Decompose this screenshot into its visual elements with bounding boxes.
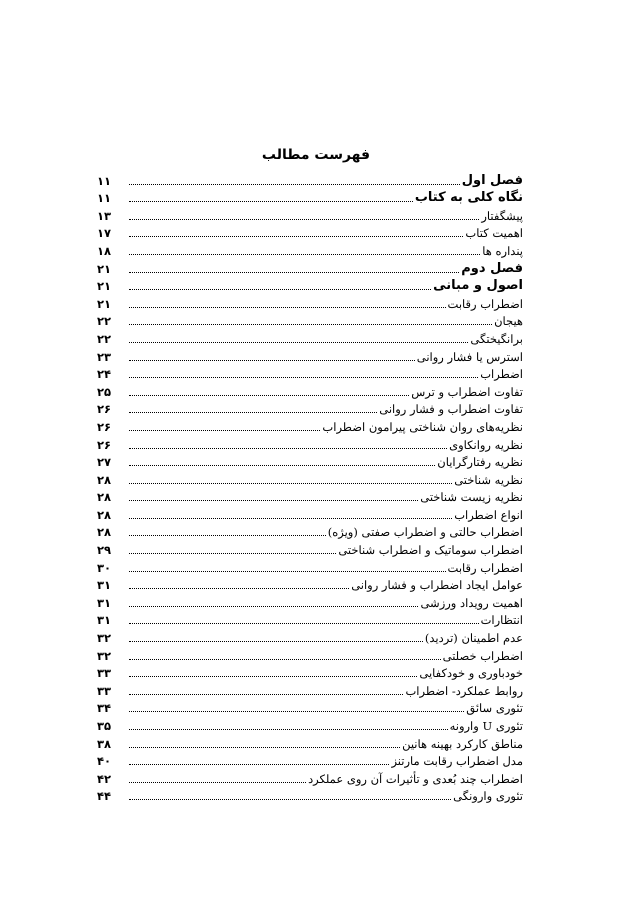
toc-entry-page: ۱۳ <box>97 208 112 223</box>
toc-entry <box>97 399 523 417</box>
dot-leader <box>129 201 413 202</box>
toc-entry-label: اضطراب <box>480 367 523 382</box>
toc-entry-page: ۲۵ <box>97 384 112 399</box>
toc-entry-label: تئوری وارونگی <box>453 789 523 804</box>
toc-entry-label: اهمیت کتاب <box>465 226 523 241</box>
toc-entry <box>97 328 523 346</box>
dot-leader <box>129 342 468 343</box>
toc-entry <box>97 240 523 258</box>
dot-leader <box>129 307 446 308</box>
dot-leader <box>129 377 478 378</box>
toc-entry <box>97 452 523 470</box>
dot-leader <box>129 518 452 519</box>
toc-entry <box>97 786 523 804</box>
toc-entry-label: روابط عملکرد- اضطراب <box>405 683 523 698</box>
toc-entry <box>97 293 523 311</box>
dot-leader <box>129 236 463 237</box>
toc-entry <box>97 627 523 645</box>
toc-entry-label: نظریه رفتارگرایان <box>437 455 523 470</box>
dot-leader <box>129 764 389 765</box>
toc-entry <box>97 188 523 206</box>
toc-entry-label: پیشگفتار <box>481 208 523 223</box>
toc-entry <box>97 557 523 575</box>
toc-entry-label: نظریه‌های روان شناختی پیرامون اضطراب <box>322 419 523 434</box>
toc-entry-page: ۴۲ <box>97 771 112 786</box>
toc-entry-page: ۱۸ <box>97 243 112 258</box>
dot-leader <box>129 412 377 413</box>
toc-entry-page: ۳۱ <box>97 595 112 610</box>
toc-entry-page: ۲۹ <box>97 543 112 558</box>
toc-entry <box>97 276 523 294</box>
toc-entry-page: ۳۰ <box>97 560 112 575</box>
toc-entry-page: ۲۳ <box>97 349 112 364</box>
toc-entry-page: ۲۶ <box>97 437 112 452</box>
toc-entry <box>97 522 523 540</box>
toc-entry-page: ۱۱ <box>97 191 112 206</box>
toc-entry-page: ۳۲ <box>97 631 112 646</box>
toc-entry <box>97 364 523 382</box>
toc-entry <box>97 575 523 593</box>
toc-entry-label: اصول و مبانی <box>433 278 523 294</box>
toc-entry-page: ۲۸ <box>97 472 112 487</box>
dot-leader <box>129 711 464 712</box>
toc-entry-page: ۳۳ <box>97 666 112 681</box>
dot-leader <box>129 571 446 572</box>
toc-entry <box>97 170 523 188</box>
toc-entry <box>97 680 523 698</box>
toc-entry-label: هیجان <box>494 314 523 329</box>
toc-entry-page: ۲۶ <box>97 402 112 417</box>
toc-entry-label: خودباوری و خودکفایی <box>419 666 523 681</box>
dot-leader <box>129 395 409 396</box>
toc-entry <box>97 698 523 716</box>
toc-entry-label: عدم اطمینان (تردید) <box>424 631 523 646</box>
toc-entry-label: اهمیت رویداد ورزشی <box>420 595 523 610</box>
dot-leader <box>129 588 349 589</box>
toc-entry-page: ۳۵ <box>97 719 112 733</box>
toc-entry-page: ۳۳ <box>97 683 112 698</box>
toc-entry-label: تفاوت اضطراب و فشار روانی <box>379 402 523 417</box>
toc-entry-page: ۲۲ <box>97 314 112 329</box>
dot-leader <box>129 623 479 624</box>
toc-list <box>97 170 523 803</box>
toc-entry-label: نظریه شناختی <box>454 472 523 487</box>
toc-entry-page: ۴۴ <box>97 789 112 804</box>
toc-entry-page: ۲۲ <box>97 331 112 346</box>
dot-leader <box>129 448 447 449</box>
toc-entry <box>97 733 523 751</box>
toc-entry-label: نظریه زیست شناختی <box>420 490 523 505</box>
toc-entry <box>97 539 523 557</box>
dot-leader <box>129 500 418 501</box>
toc-entry-label: مدل اضطراب رقابت مارتنز <box>391 754 523 769</box>
dot-leader <box>129 553 336 554</box>
dot-leader <box>129 219 479 220</box>
toc-entry-page: ۲۸ <box>97 507 112 522</box>
dot-leader <box>129 360 415 361</box>
toc-entry-label: تفاوت اضطراب و ترس <box>411 384 523 399</box>
toc-entry-page: ۲۱ <box>97 261 112 276</box>
toc-entry-page: ۳۴ <box>97 701 112 716</box>
toc-entry-label: اضطراب رقابت <box>447 560 523 575</box>
toc-entry <box>97 768 523 786</box>
toc-entry <box>97 258 523 276</box>
toc-entry-page: ۲۸ <box>97 490 112 505</box>
dot-leader <box>129 782 306 783</box>
toc-entry <box>97 610 523 628</box>
toc-entry-label: نظریه روانکاوی <box>449 437 523 452</box>
toc-entry-label: پنداره ها <box>482 243 523 258</box>
page-title: فهرست مطالب <box>261 147 371 163</box>
dot-leader <box>129 606 418 607</box>
toc-entry-page: ۲۴ <box>97 367 112 382</box>
toc-entry-page: ۴۰ <box>97 754 112 769</box>
toc-entry-label: اضطراب حالتی و اضطراب صفتی (ویژه) <box>327 525 523 540</box>
dot-leader <box>129 799 451 800</box>
toc-entry-label: فصل دوم <box>461 260 523 276</box>
toc-entry <box>97 592 523 610</box>
toc-entry-page: ۲۱ <box>97 296 112 311</box>
toc-entry-label: استرس یا فشار روانی <box>416 349 523 364</box>
toc-entry <box>97 663 523 681</box>
toc-entry <box>97 416 523 434</box>
toc-entry-page: ۳۲ <box>97 648 112 663</box>
toc-entry-page: ۲۶ <box>97 419 112 434</box>
toc-entry <box>97 645 523 663</box>
toc-entry-label: مناطق کارکرد بهینه هانین <box>402 736 523 751</box>
toc-entry-label: عوامل ایجاد اضطراب و فشار روانی <box>351 578 523 593</box>
toc-entry-page: ۲۷ <box>97 455 112 470</box>
toc-entry-label: اضطراب چند بُعدی و تأثیرات آن روی عملکرد <box>308 771 523 786</box>
toc-entry-label: اضطراب خصلتی <box>442 648 523 663</box>
toc-entry-label: نگاه کلی به کتاب <box>414 190 523 206</box>
toc-entry-page: ۲۸ <box>97 525 112 540</box>
toc-entry <box>97 223 523 241</box>
toc-entry <box>97 715 523 733</box>
toc-entry-label: برانگیختگی <box>470 331 523 346</box>
toc-entry-page: ۲۱ <box>97 279 112 294</box>
toc-entry-label: اضطراب رقابت <box>447 296 523 311</box>
toc-entry-page: ۱۱ <box>97 173 112 188</box>
toc-entry-label: تئوری سائق <box>466 701 523 716</box>
dot-leader <box>129 289 431 290</box>
toc-entry-label: انتظارات <box>480 613 523 628</box>
toc-entry <box>97 205 523 223</box>
dot-leader <box>129 430 320 431</box>
toc-entry <box>97 469 523 487</box>
toc-entry-page: ۳۸ <box>97 736 112 751</box>
toc-entry <box>97 487 523 505</box>
dot-leader <box>129 254 480 255</box>
dot-leader <box>129 483 452 484</box>
toc-entry-label: انواع اضطراب <box>454 507 523 522</box>
toc-entry <box>97 381 523 399</box>
dot-leader <box>129 184 460 185</box>
toc-entry-page: ۳۱ <box>97 578 112 593</box>
dot-leader <box>129 676 417 677</box>
toc-entry-label: فصل اول <box>461 172 523 188</box>
toc-entry <box>97 504 523 522</box>
dot-leader <box>129 465 435 466</box>
toc-entry-page: ۳۱ <box>97 613 112 628</box>
dot-leader <box>129 324 492 325</box>
dot-leader <box>129 641 423 642</box>
dot-leader <box>129 659 441 660</box>
dot-leader <box>129 729 448 730</box>
toc-entry <box>97 434 523 452</box>
toc-entry-page: ۱۷ <box>97 226 112 241</box>
toc-entry <box>97 346 523 364</box>
toc-entry <box>97 311 523 329</box>
toc-entry <box>97 751 523 769</box>
dot-leader <box>129 747 400 748</box>
toc-entry-label: تئوری U وارونه <box>449 719 523 733</box>
dot-leader <box>129 694 403 695</box>
toc-entry-label: اضطراب سوماتیک و اضطراب شناختی <box>338 543 523 558</box>
dot-leader <box>129 272 459 273</box>
dot-leader <box>129 535 326 536</box>
